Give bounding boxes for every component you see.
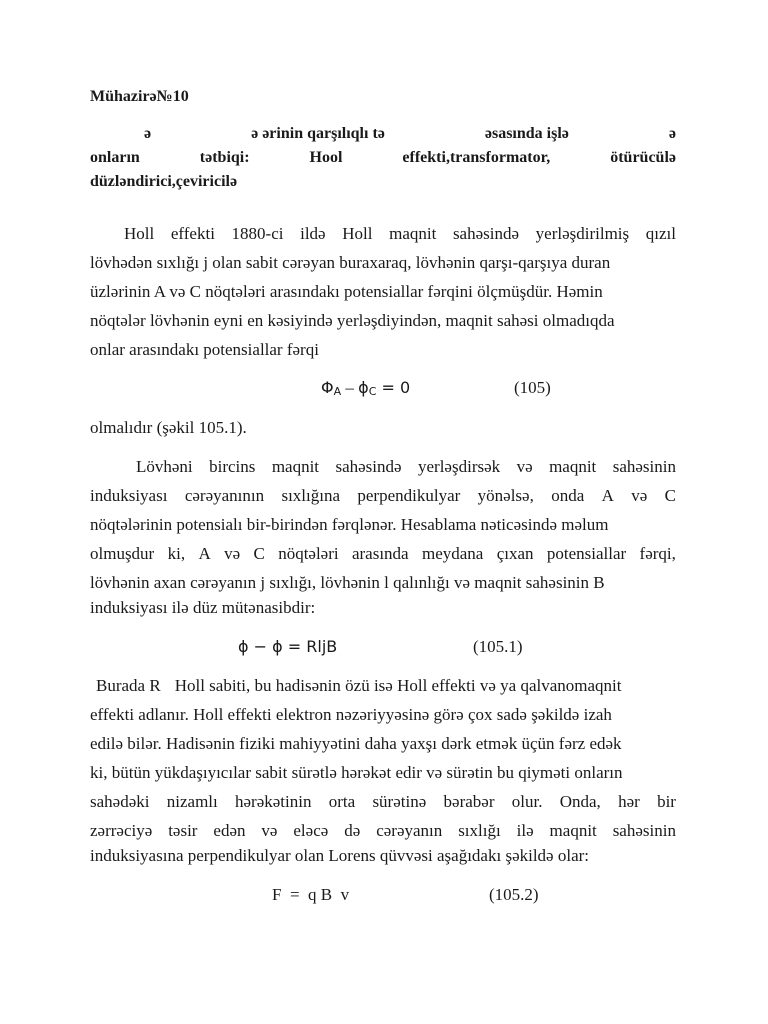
- word: cərəyanının: [184, 486, 265, 505]
- topic-line-3: düzləndirici,çeviricilə: [90, 173, 238, 190]
- word: cərəyanın: [376, 821, 443, 840]
- word: Onda,: [559, 792, 601, 811]
- para3-line-5: [90, 792, 676, 812]
- word: sahəsində: [335, 457, 402, 476]
- word: edən: [213, 821, 246, 840]
- topic-word: effekti,transformator,: [402, 149, 551, 166]
- word: sahəsinin: [612, 457, 676, 476]
- para3-line-2: effekti adlanır. Holl effekti elektron nəzəriyyəsinə görə çox sadə şəkildə izah: [90, 705, 612, 724]
- para3-line-1: [96, 676, 682, 696]
- word: eləcə: [293, 821, 329, 840]
- phi-symbol: ϕ: [358, 378, 369, 397]
- word: nizamlı: [166, 792, 218, 811]
- topic-word: onların: [90, 149, 140, 166]
- word: effekti: [170, 224, 215, 243]
- word: Lövhəni: [136, 457, 193, 476]
- para2-line-5: lövhənin axan cərəyanın j sıxlığı, lövhənin l qalınlığı və maqnit sahəsinin B: [90, 573, 605, 592]
- para3-line-7: induksiyasına perpendikulyar olan Lorens qüvvəsi aşağıdakı şəkildə olar:: [90, 846, 590, 865]
- after-equation-text: olmalıdır (şəkil 105.1).: [90, 418, 247, 437]
- word: bərabər: [443, 792, 495, 811]
- word: sürətinə: [372, 792, 427, 811]
- word: maqnit: [271, 457, 320, 476]
- word: bir: [657, 792, 676, 811]
- word: Holl: [342, 224, 373, 243]
- word: ildə: [300, 224, 326, 243]
- word: yerləşdirsək: [418, 457, 501, 476]
- para2-line-2: [90, 486, 676, 506]
- word: Burada R: [96, 676, 161, 695]
- word: sahəsinin: [612, 821, 676, 840]
- equation-105-2: F = q B v: [272, 885, 350, 904]
- equation-rhs: = 0: [376, 378, 411, 397]
- word: sıxlığına: [281, 486, 341, 505]
- subscript-a: A: [333, 385, 342, 398]
- topic-word: ə ərinin qarşılıqlı tə: [251, 125, 385, 142]
- word: və: [516, 457, 533, 476]
- word: yönəlsə,: [477, 486, 534, 505]
- equation-number-105-2: (105.2): [489, 885, 539, 904]
- para2-line-3: nöqtələrinin potensialı bir-birindən fərqlənər. Hesablama nəticəsində məlum: [90, 515, 609, 534]
- word: Holl: [124, 224, 155, 243]
- word: ilə: [516, 821, 534, 840]
- para1-line-3: üzlərinin A və C nöqtələri arasındakı potensiallar fərqini ölçmüşdür. Həmin: [90, 282, 603, 301]
- word: təsir: [168, 821, 198, 840]
- para2-line-6: induksiyası ilə düz mütənasibdir:: [90, 598, 316, 617]
- word: olur.: [511, 792, 543, 811]
- para1-line-2: lövhədən sıxlığı j olan sabit cərəyan buraxaraq, lövhənin qarşı-qarşıya duran: [90, 253, 611, 272]
- word: bircins: [209, 457, 256, 476]
- word: zərrəciyə: [90, 821, 153, 840]
- word: yerləşdirilmiş: [535, 224, 630, 243]
- word: sahədəki: [90, 792, 150, 811]
- word: onda: [551, 486, 585, 505]
- para1-line-1: [124, 224, 676, 244]
- topic-word: əsasında işlə: [484, 125, 569, 142]
- word: də: [344, 821, 361, 840]
- word: maqnit: [549, 821, 597, 840]
- word: və: [261, 821, 278, 840]
- word: maqnit: [389, 224, 437, 243]
- para3-line-4: ki, bütün yükdaşıyıcılar sabit sürətlə hərəkət edir və sürətin bu qiyməti onların: [90, 763, 623, 782]
- word: perpendikulyar: [357, 486, 461, 505]
- para2-line-1: [136, 457, 676, 477]
- para3-line-6: [90, 821, 676, 841]
- topic-word: tətbiqi:: [199, 149, 250, 166]
- topic-word: ə: [668, 125, 676, 142]
- equation-number-105: (105): [514, 378, 551, 397]
- word: ki,: [167, 544, 186, 563]
- word: və: [224, 544, 241, 563]
- lecture-title: Mühazirə№10: [90, 88, 189, 105]
- para1-line-5: onlar arasındakı potensiallar fərqi: [90, 340, 319, 359]
- word: C: [253, 544, 265, 563]
- word: nöqtələri: [278, 544, 339, 563]
- word: və: [631, 486, 648, 505]
- subscript-c: C: [368, 385, 377, 398]
- word: meydana: [421, 544, 484, 563]
- topic-line-2: [90, 149, 676, 167]
- word: Holl sabiti, bu hadisənin özü isə Holl effekti və ya qalvanomaqnit: [174, 676, 622, 695]
- word: sıxlığı: [458, 821, 501, 840]
- word: maqnit: [549, 457, 597, 476]
- word: A: [198, 544, 211, 563]
- word: potensiallar: [546, 544, 627, 563]
- word: orta: [328, 792, 356, 811]
- topic-word: ötürücülə: [610, 149, 676, 166]
- word: fərqi,: [639, 544, 676, 563]
- equation-105-1: ϕ − ϕ = RljB: [238, 637, 338, 656]
- word: 1880-ci: [231, 224, 284, 243]
- equation-105: [321, 378, 410, 398]
- word: hərəkətinin: [235, 792, 312, 811]
- equation-number-105-1: (105.1): [473, 637, 523, 656]
- topic-word: Hool: [309, 149, 343, 166]
- para3-line-3: edilə bilər. Hadisənin fiziki mahiyyətini daha yaxşı dərk etmək üçün fərz edək: [90, 734, 622, 753]
- word: hər: [618, 792, 640, 811]
- minus-sign: –: [341, 378, 359, 397]
- word: olmuşdur: [90, 544, 155, 563]
- topic-line-1: [90, 125, 676, 143]
- word: arasında: [351, 544, 409, 563]
- word: sahəsində: [452, 224, 520, 243]
- topic-word: ə: [144, 125, 152, 142]
- phi-symbol: Φ: [321, 378, 334, 397]
- para2-line-4: [90, 544, 676, 564]
- word: çıxan: [496, 544, 534, 563]
- word: induksiyası: [90, 486, 168, 505]
- word: qızıl: [645, 224, 676, 243]
- para1-line-4: nöqtələr lövhənin eyni en kəsiyində yerləşdiyindən, maqnit sahəsi olmadıqda: [90, 311, 615, 330]
- word: A: [601, 486, 614, 505]
- word: C: [664, 486, 676, 505]
